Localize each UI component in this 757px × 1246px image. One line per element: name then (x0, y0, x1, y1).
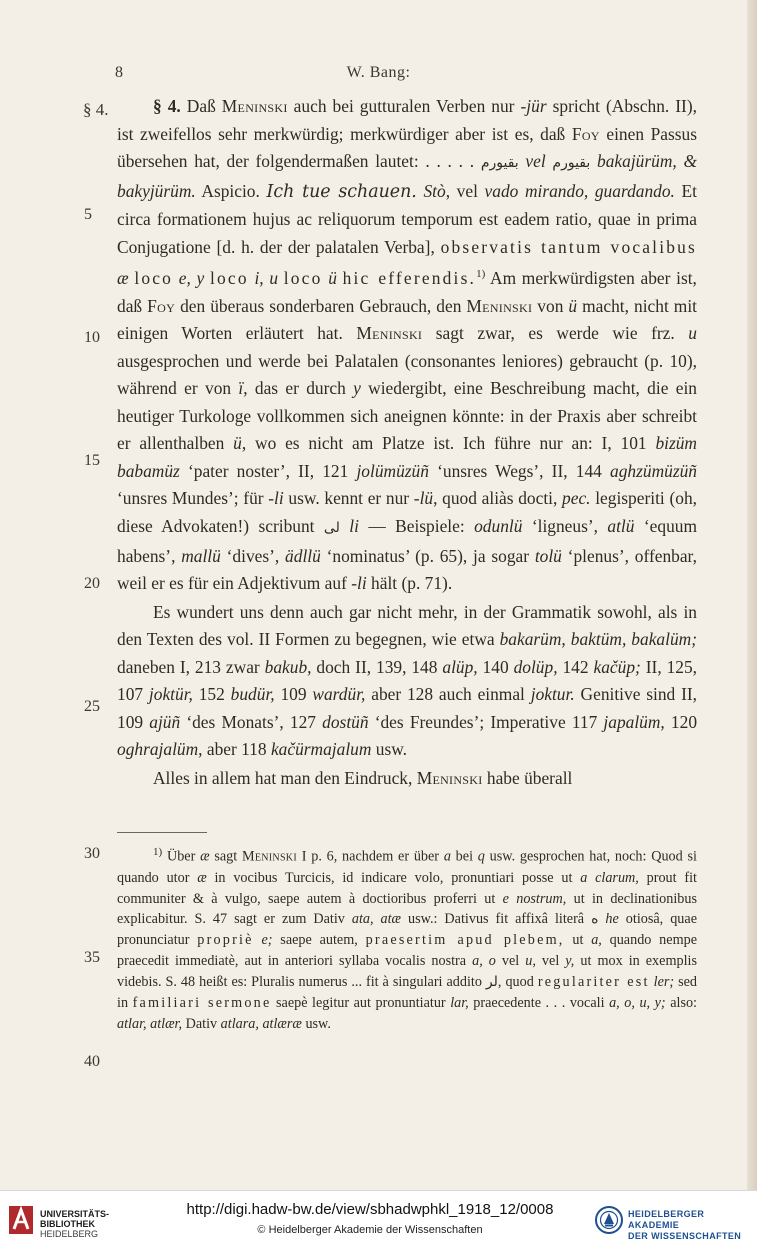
section-heading: § 4. (153, 96, 181, 116)
footnote-text: $^{1)}$ Über æ sagt Meninski I p. 6, nachdem er über a bei q usw. gesprochen hat, noch: Quod si quando utor æ in vocibus Turcicis, id indicare volo, pronuntiari posse ut a clarum, prout fit communiter & à vulgo, saepe autem à doctioribus proferri ut e nostrum, ut in declinationibus explicabitur. S. 47 sagt er zum Dativ ata, atæ usw.: Dativus fit affixâ literâ ه he otiosâ, quae pronunciatur propriè e; saepe autem, praesertim apud plebem, ut a, quando nempe praecedit immediatè, aut in anteriori syllaba vocalis nostra a, o vel u, vel y, ut mox in exemplis videbis. S. 48 heißt es: Pluralis numerus ... fit à singulari addito لر, quod regulariter est ler; sed in familiari sermone saepè legitur aut pronuntiatur lar, praecedente . . . vocali a, o, u, y; also: atlar, atlær, Dativ atlara, atlæræ usw. (117, 846, 698, 1032)
paragraph: Alles in allem hat man den Eindruck, Meninski habe überall (153, 767, 573, 788)
author-name: Meninski (356, 323, 423, 344)
copyright-notice: © Heidelberger Akademie der Wissenschaften (257, 1224, 483, 1236)
line-number: 10 (84, 329, 100, 346)
arabic-script: ه (591, 911, 599, 928)
main-text (117, 93, 697, 792)
library-emblem-icon (8, 1205, 34, 1235)
academy-logo[interactable] (594, 1203, 754, 1239)
running-title: W. Bang: (346, 64, 411, 81)
footnote-divider (117, 832, 207, 833)
arabic-script: لر (485, 974, 498, 991)
line-number: 35 (84, 949, 100, 966)
paragraph: Es wundert uns denn auch gar nicht mehr, in der Grammatik sowohl, als in den Texten des vol. II Formen zu begegnen, wie etwa bakarüm, baktüm, bakalüm; daneben I, 213 zwar bakub, doch II, 139, 148 alüp, 140 dolüp, 142 kačüp; II, 125, 107 joktür, 152 budür, 109 wardür, aber 128 auch einmal joktur. Genitive sind II, 109 ajüñ ‘des Monats’, 127 dostüñ ‘des Freundes’; Imperative 117 japalüm, 120 oghrajalüm, aber 118 kačürmajalum usw. (117, 601, 698, 760)
section-margin-mark: § 4. (83, 100, 109, 119)
academy-emblem-icon (594, 1204, 624, 1236)
permalink-url[interactable]: http://digi.hadw-bw.de/view/sbhadwphkl_1918_12/0008 (186, 1201, 554, 1218)
university-library-logo[interactable] (8, 1203, 138, 1239)
library-name: UNIVERSITÄTS- BIBLIOTHEK HEIDELBERG (40, 1209, 110, 1239)
arabic-script: بقيورم (480, 155, 519, 172)
line-number: 15 (84, 452, 100, 469)
footnote (117, 842, 697, 1035)
author-name: Meninski (221, 96, 288, 116)
arabic-script: لی (323, 520, 340, 536)
page-edge (747, 0, 757, 1190)
line-number: 40 (84, 1053, 100, 1070)
fraktur-text: Ich tue schauen. (266, 181, 417, 202)
arabic-script: بقيورم (552, 155, 591, 172)
footnote-reference: 1) (476, 268, 486, 281)
line-number: 5 (84, 206, 92, 223)
page-number: 8 (115, 64, 123, 81)
paragraph: § 4. Daß Meninski auch bei gutturalen Verben nur -jür spricht (Abschn. II), ist zweifellos sehr merkwürdig; merkwürdiger aber ist es, daß Foy einen Passus übersehen hat, der folgendermaßen lautet: . . . . . بقيورم vel بقيورم bakajürüm, & bakyjürüm. Aspicio. Ich tue schauen. Stò, vel vado mirando, guardando. Et circa formationem hujus ac reliquorum temporum est eadem ratio, quae in prima Conjugatione [d. h. der der palatalen Verba], observatis tantum vocalibus æ loco e, y loco i, u loco ü hic efferendis.$^{1)}$ Am merkwürdigsten aber ist, daß Foy den überaus sonderbaren Gebrauch, den Meninski von ü macht, nicht mit einigen Worten erläutert hat. Meninski sagt zwar, es werde wie frz. u ausgesprochen und werde bei Palatalen (consonantes leniores) gebraucht (p. 10), während er von ï, das er durch y wiedergibt, eine Beschreibung macht, die ein heutiger Turkologe vollkommen sich aneignen könnte: in der Praxis aber schreibt er allenthalben ü, wo es nicht am Platze ist. Ich führe nur an: I, 101 bizüm babamüz ‘pater noster’, II, 121 jolümüzüñ ‘unsres Wegs’, II, 144 aghzümüzüñ ‘unsres Mundes’; für -li usw. kennt er nur -lü, quod aliàs docti, pec. legisperiti (oh, diese Advokaten!) scribunt لی li — Beispiele: odunlü ‘ligneus’, atlü ‘equum habens’, mallü ‘dives’, ädllü ‘nominatus’ (p. 65), ja sogar tolü ‘plenus’, offenbar, weil er es für ein Adjektivum auf -li hält (p. 71). (117, 96, 698, 594)
academy-name: HEIDELBERGER AKADEMIE DER WISSENSCHAFTEN (628, 1209, 742, 1241)
author-name: Meninski (241, 848, 297, 865)
author-name: Meninski (416, 767, 483, 788)
author-name: Foy (147, 295, 176, 316)
author-name: Meninski (466, 295, 533, 316)
author-name: Foy (571, 123, 600, 144)
footnote-number: 1) (153, 846, 163, 858)
footer-bar (0, 1190, 757, 1246)
line-number: 25 (84, 698, 100, 715)
running-head (0, 64, 757, 88)
line-number: 20 (84, 575, 100, 592)
line-number: 30 (84, 845, 100, 862)
